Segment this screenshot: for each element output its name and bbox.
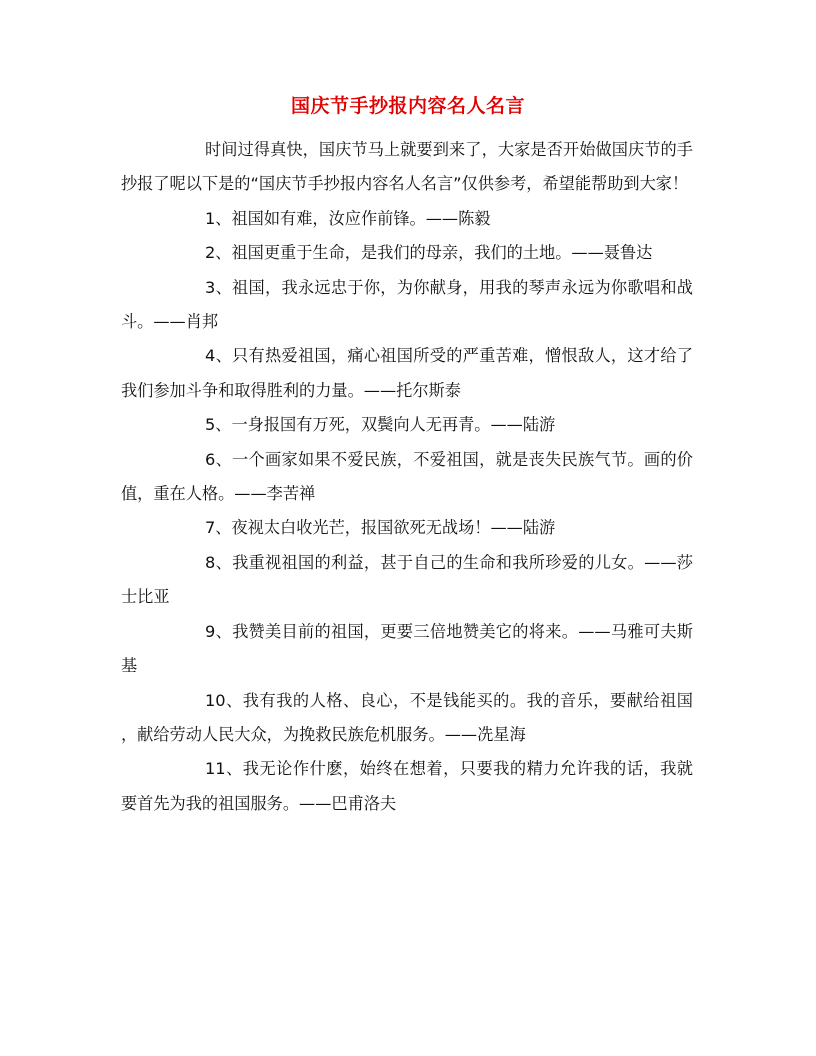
quote-paragraph: 8、我重视祖国的利益，甚于自己的生命和我所珍爱的儿女。——莎士比亚 bbox=[121, 552, 693, 607]
quote-paragraph: 6、一个画家如果不爱民族，不爱祖国，就是丧失民族气节。画的价值，重在人格。——李苦禅 bbox=[121, 449, 693, 504]
quote-paragraph: 7、夜视太白收光芒，报国欲死无战场！——陆游 bbox=[205, 518, 556, 538]
document-body bbox=[121, 133, 693, 821]
quote-paragraph: 5、一身报国有万死，双鬓向人无再青。——陆游 bbox=[205, 415, 556, 435]
intro-paragraph: 时间过得真快，国庆节马上就要到来了，大家是否开始做国庆节的手抄报了呢以下是的“国庆节手抄报内容名人名言”仅供参考，希望能帮助到大家！ bbox=[121, 140, 693, 194]
document-title: 国庆节手抄报内容名人名言 bbox=[290, 95, 525, 117]
quote-paragraph: 3、祖国，我永远忠于你，为你献身，用我的琴声永远为你歌唱和战斗。——肖邦 bbox=[121, 277, 693, 332]
quote-paragraph: 9、我赞美目前的祖国，更要三倍地赞美它的将来。——马雅可夫斯基 bbox=[121, 621, 693, 676]
quote-paragraph: 1、祖国如有难，汝应作前锋。——陈毅 bbox=[205, 208, 491, 228]
quote-paragraph: 11、我无论作什麽，始终在想着，只要我的精力允许我的话，我就要首先为我的祖国服务。——巴甫洛夫 bbox=[121, 759, 693, 813]
quote-paragraph: 2、祖国更重于生命，是我们的母亲，我们的土地。——聂鲁达 bbox=[205, 243, 653, 263]
quote-paragraph: 4、只有热爱祖国，痛心祖国所受的严重苦难，憎恨敌人，这才给了我们参加斗争和取得胜利的力量。——托尔斯泰 bbox=[121, 346, 693, 400]
quote-paragraph: 10、我有我的人格、良心，不是钱能买的。我的音乐，要献给祖国，献给劳动人民大众，为挽救民族危机服务。——冼星海 bbox=[121, 690, 693, 744]
